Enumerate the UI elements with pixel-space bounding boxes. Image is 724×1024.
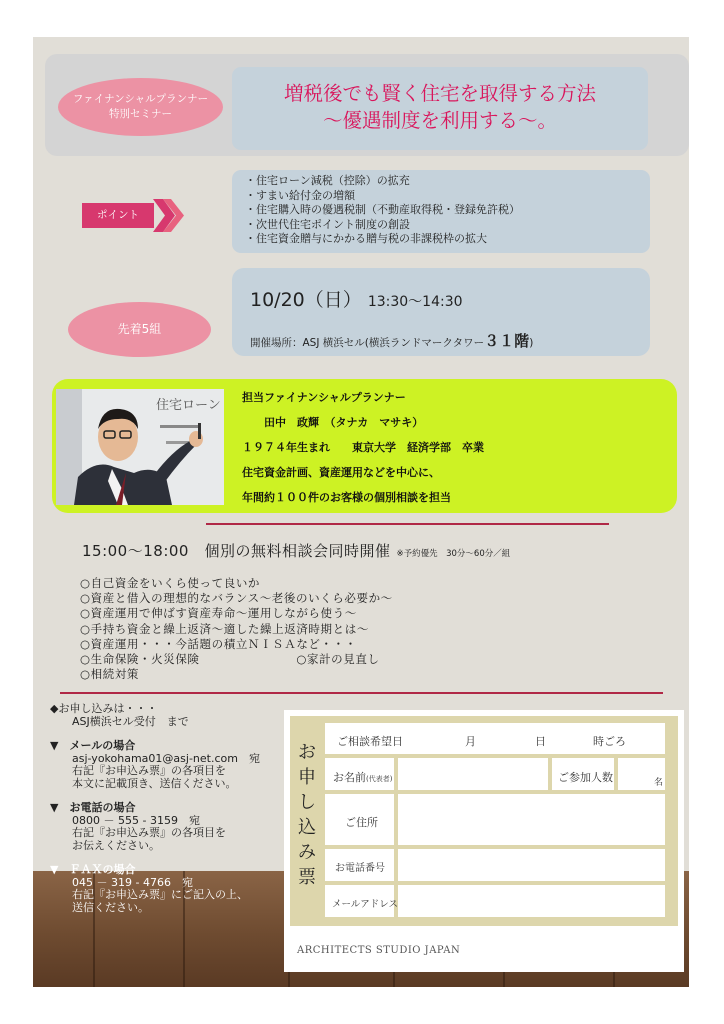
topic-item: ○相続対策 — [80, 667, 140, 682]
people-label-cell — [552, 758, 614, 790]
form-row-date[interactable] — [325, 723, 665, 754]
mail-heading: ▼ メールの場合 — [50, 739, 136, 752]
consultation-note: ※予約優先 30分～60分／組 — [396, 549, 511, 559]
event-place-end: ) — [529, 337, 534, 349]
phone-instruction: お伝えください。 — [72, 838, 160, 852]
address-field[interactable] — [398, 794, 665, 845]
company-footer: ARCHITECTS STUDIO JAPAN — [297, 945, 461, 956]
application-intro: ◆お申し込みは・・・ — [50, 702, 158, 715]
fax-instruction: 右記『お申込み票』にご記入の上、 — [72, 888, 248, 901]
topic-item: ○資産運用で伸ばす資産寿命～運用しながら使う～ — [80, 606, 357, 621]
name-note: (代表者) — [366, 775, 393, 783]
day-label: 日 — [535, 735, 546, 748]
form-label-char: 申 — [298, 767, 316, 788]
form-label-char: み — [298, 842, 316, 863]
form-label-char: 込 — [298, 817, 316, 838]
consultation-time: 15:00～18:00 個別の無料相談会同時開催 — [82, 542, 391, 560]
fax-heading: ▼ ＦＡＸの場合 — [50, 863, 136, 876]
planner-background: １９７４年生まれ 東京大学 経済学部 卒業 — [242, 441, 484, 454]
name-field[interactable] — [398, 758, 548, 790]
page-title — [232, 67, 648, 150]
name-label-cell — [325, 758, 394, 790]
form-label-char: お — [298, 742, 316, 763]
double-chevron-icon — [151, 199, 187, 232]
application-form-label — [294, 740, 320, 890]
address-label-cell — [325, 794, 394, 845]
fax-instruction: 送信ください。 — [72, 900, 149, 914]
event-place-text: 開催場所：ASJ 横浜セル(横浜ランドマークタワー — [250, 337, 485, 349]
event-time: 13:30～14:30 — [367, 294, 463, 310]
topic-item: ○手持ち資金と繰上返済～適した繰上返済時期とは～ — [80, 621, 369, 636]
seminar-tag-line2: 特別セミナー — [109, 108, 172, 120]
time-label: 時ごろ — [593, 735, 626, 748]
application-methods — [50, 703, 290, 914]
planner-specialty: 住宅資金計画、資産運用などを中心に、 — [242, 466, 440, 479]
point-item: ・住宅購入時の優遇税制（不動産取得税・登録免許税） — [245, 203, 520, 216]
topic-item: ○生命保険・火災保険 ○家計の見直し — [80, 652, 380, 667]
form-label-char: 票 — [298, 867, 316, 888]
email-label: メールアドレス — [332, 899, 399, 910]
point-item: ・すまい給付金の増額 — [245, 188, 355, 202]
event-datetime — [250, 285, 463, 312]
address-label: ご住所 — [345, 816, 378, 829]
people-unit: 名 — [654, 778, 664, 788]
phone-field[interactable] — [398, 849, 665, 881]
seminar-tag — [58, 78, 223, 136]
people-label: ご参加人数 — [558, 771, 613, 784]
people-field[interactable] — [618, 758, 665, 790]
topic-item: ○資産運用・・・今話題の積立ＮＩＳＡなど・・・ — [80, 636, 357, 651]
first-come-badge: 先着5組 — [68, 302, 211, 357]
point-item: ・次世代住宅ポイント制度の創設 — [245, 217, 410, 231]
topic-item: ○自己資金をいくら使って良いか — [80, 576, 261, 590]
planner-name: 田中 政輝 （タナカ マサキ） — [242, 416, 424, 429]
fax-method — [50, 864, 290, 914]
application-desk: ASJ横浜セル受付 まで — [72, 714, 189, 728]
phone-method — [50, 802, 290, 852]
mail-method — [50, 740, 290, 790]
divider — [206, 523, 609, 525]
divider — [60, 692, 663, 694]
planner-photo — [56, 389, 224, 505]
form-label-char: し — [298, 792, 316, 813]
event-place — [250, 330, 533, 351]
phone-number[interactable]: 0800 － 555 - 3159 宛 — [72, 813, 200, 827]
planner-heading: 担当ファイナンシャルプランナー — [242, 391, 406, 404]
event-date: 10/20（日） — [250, 289, 362, 311]
point-item: ・住宅ローン減税（控除）の拡充 — [245, 174, 410, 187]
fax-number: 045 － 319 - 4766 宛 — [72, 875, 193, 889]
topic-item: ○資産と借入の理想的なバランス～老後のいくら必要か～ — [80, 591, 393, 606]
email-label-cell — [325, 885, 399, 917]
planner-profile — [242, 385, 484, 510]
event-floor: ３１階 — [484, 332, 530, 350]
points-list — [232, 170, 650, 253]
point-tag: ポイント — [82, 203, 154, 228]
phone-label: お電話番号 — [335, 863, 385, 874]
point-item: ・住宅資金贈与にかかる贈与税の非課税枠の拡大 — [245, 232, 487, 245]
name-label: お名前 — [333, 771, 366, 784]
whiteboard-text: 住宅ローン — [156, 398, 221, 413]
phone-instruction: 右記『お申込み票』の各項目を — [72, 826, 226, 839]
title-line1: 増税後でも賢く住宅を取得する方法 — [283, 82, 596, 105]
date-label: ご相談希望日 — [337, 735, 403, 748]
phone-heading: ▼ お電話の場合 — [50, 801, 136, 814]
mail-address[interactable]: asj-yokohama01@asj-net.com 宛 — [72, 751, 260, 765]
seminar-tag-line1: ファイナンシャルプランナー — [72, 93, 209, 105]
consultation-heading — [82, 540, 510, 561]
title-line2: ～優遇制度を利用する～。 — [322, 109, 557, 132]
phone-label-cell — [325, 849, 394, 881]
mail-instruction: 本文に記載頂き、送信ください。 — [72, 776, 237, 790]
mail-instruction: 右記『お申込み票』の各項目を — [72, 764, 226, 777]
topics-list — [80, 576, 393, 682]
month-label: 月 — [465, 735, 476, 748]
planner-experience: 年間約１００件のお客様の個別相談を担当 — [242, 491, 451, 504]
email-field[interactable] — [398, 885, 665, 917]
